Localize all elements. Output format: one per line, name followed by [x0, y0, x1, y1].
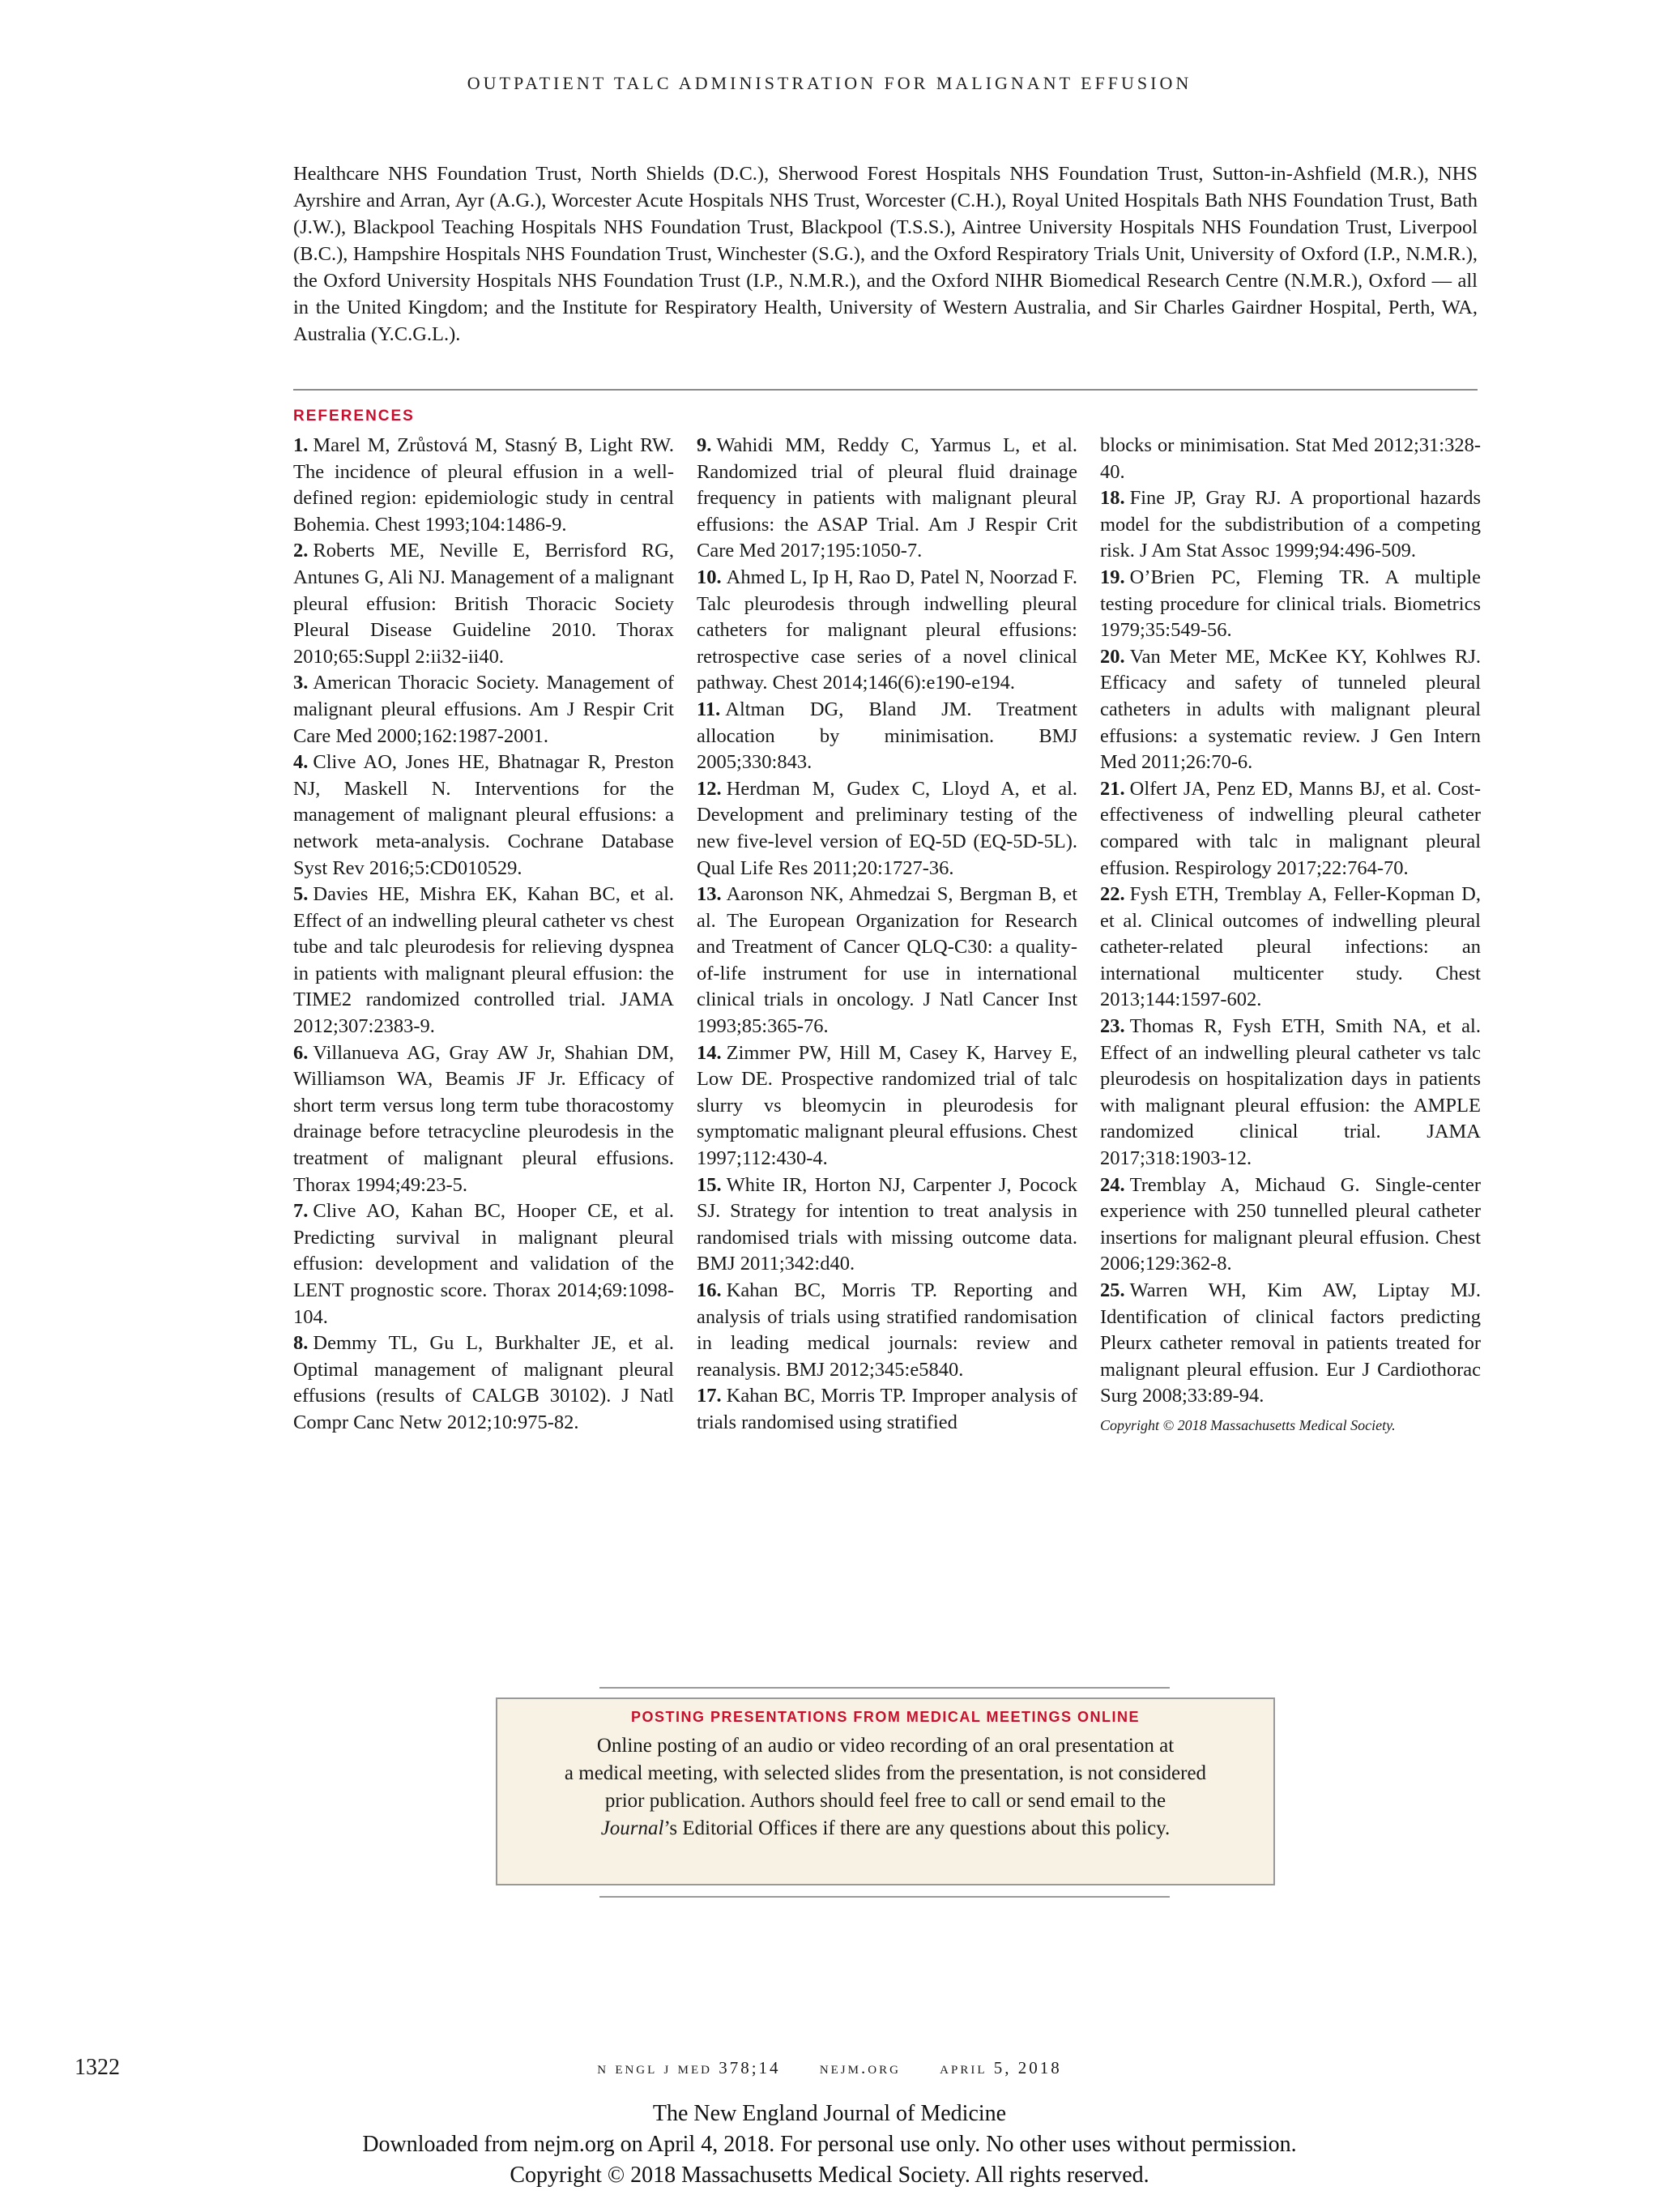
- reference-number: 6.: [293, 1041, 309, 1064]
- reference-item: [293, 1040, 674, 1199]
- footer-journal-citation: n engl j med 378;14: [597, 2058, 781, 2077]
- journal-italic: Journal: [600, 1817, 664, 1839]
- reference-text: O’Brien PC, Fleming TR. A multiple testing procedure for clinical trials. Biometrics 1979;35:549-56.: [1100, 566, 1481, 642]
- reference-text: American Thoracic Society. Management of malignant pleural effusions. Am J Respir Crit Care Med 2000;162:1987-2001.: [293, 672, 674, 747]
- references-column-3: [1100, 433, 1481, 1436]
- reference-item: [697, 882, 1077, 1040]
- reference-text: White IR, Horton NJ, Carpenter J, Pocock SJ. Strategy for intention to treat analysis in randomised trials with missing outcome data. BMJ 2011;342:d40.: [697, 1173, 1077, 1275]
- reference-text: blocks or minimisation. Stat Med 2012;31:328-40.: [1100, 434, 1481, 483]
- reference-text: Kahan BC, Morris TP. Improper analysis of trials randomised using stratified: [697, 1385, 1077, 1433]
- reference-item: [1100, 1278, 1481, 1410]
- reference-text: Ahmed L, Ip H, Rao D, Patel N, Noorzad F. Talc pleurodesis through indwelling pleural catheters for malignant pleural effusions: retrospective case series of a novel clinical pathway. Chest 2014;146(6):e190-e194.: [697, 566, 1077, 694]
- reference-item: [293, 1330, 674, 1436]
- reference-text: Van Meter ME, McKee KY, Kohlwes RJ. Efficacy and safety of tunneled pleural catheters in adults with malignant pleural effusions: a systematic review. J Gen Intern Med 2011;26:70-6.: [1100, 645, 1481, 774]
- section-divider: [293, 389, 1478, 391]
- reference-text: Tremblay A, Michaud G. Single-center experience with 250 tunnelled pleural catheter insertions for malignant pleural effusion. Chest 2006;129:362-8.: [1100, 1173, 1481, 1275]
- reference-item: [697, 1040, 1077, 1172]
- reference-item: [293, 538, 674, 670]
- reference-text: Davies HE, Mishra EK, Kahan BC, et al. Effect of an indwelling pleural catheter vs chest tube and talc pleurodesis for relieving dyspnea in patients with malignant pleural effusion: the TIME2 randomized controlled trial. JAMA 2012;307:2383-9.: [293, 883, 674, 1038]
- affiliations-block: [293, 160, 1478, 348]
- reference-item: [1100, 776, 1481, 882]
- reference-number: 3.: [293, 672, 309, 694]
- reference-number: 21.: [1100, 777, 1125, 800]
- reference-number: 16.: [697, 1279, 722, 1301]
- download-permission: Downloaded from nejm.org on April 4, 2018. For personal use only. No other uses without permission.: [362, 2132, 1297, 2157]
- reference-item: [697, 1383, 1077, 1436]
- reference-text: Herdman M, Gudex C, Lloyd A, et al. Development and preliminary testing of the new five-level version of EQ-5D (EQ-5D-5L). Qual Life Res 2011;20:1727-36.: [697, 777, 1077, 879]
- reference-item: [293, 1198, 674, 1330]
- reference-item: [293, 882, 674, 1040]
- article-copyright: Copyright © 2018 Massachusetts Medical Society.: [1100, 1416, 1396, 1433]
- reference-number: 8.: [293, 1332, 309, 1355]
- reference-text: Wahidi MM, Reddy C, Yarmus L, et al. Randomized trial of pleural fluid drainage frequency in patients with malignant pleural effusions: the ASAP Trial. Am J Respir Crit Care Med 2017;195:1050-7.: [697, 434, 1077, 562]
- reference-text: Clive AO, Jones HE, Bhatnagar R, Preston NJ, Maskell N. Interventions for the management of malignant pleural effusions: a network meta-analysis. Cochrane Database Syst Rev 2016;5:CD010529.: [293, 751, 674, 879]
- reference-number: 4.: [293, 751, 309, 774]
- reference-number: 14.: [697, 1041, 722, 1064]
- reference-text: Warren WH, Kim AW, Liptay MJ. Identification of clinical factors predicting Pleurx catheter removal in patients treated for malignant pleural effusion. Eur J Cardiothorac Surg 2008;33:89-94.: [1100, 1279, 1481, 1407]
- footer-site: nejm.org: [819, 2058, 901, 2077]
- footer-journal-line: [0, 2058, 1659, 2078]
- reference-number: 11.: [697, 698, 721, 720]
- reference-text: Olfert JA, Penz ED, Manns BJ, et al. Cost-effectiveness of indwelling pleural catheter compared with talc in malignant pleural effusion. Respirology 2017;22:764-70.: [1100, 777, 1481, 879]
- reference-number: 12.: [697, 777, 722, 800]
- reference-text: Fine JP, Gray RJ. A proportional hazards model for the subdistribution of a competing risk. J Am Stat Assoc 1999;94:496-509.: [1100, 487, 1481, 562]
- notice-line: prior publication. Authors should feel free to call or send email to the: [604, 1790, 1166, 1812]
- affiliations-text: Healthcare NHS Foundation Trust, North Shields (D.C.), Sherwood Forest Hospitals NHS Foundation Trust, Sutton-in-Ashfield (M.R.), NHS Ayrshire and Arran, Ayr (A.G.), Worcester Acute Hospitals NHS Trust, Worcester (C.H.), Royal United Hospitals Bath NHS Foundation Trust, Bath (J.W.), Blackpool Teaching Hospitals NHS Foundation Trust, Blackpool (T.S.S.), Aintree University Hospitals NHS Foundation Trust, Liverpool (B.C.), Hampshire Hospitals NHS Foundation Trust, Winchester (S.G.), and the Oxford Respiratory Trials Unit, University of Oxford (I.P., N.M.R.), the Oxford University Hospitals NHS Foundation Trust (I.P., N.M.R.), and the Oxford NIHR Biomedical Research Centre (N.M.R.), Oxford — all in the United Kingdom; and the Institute for Respiratory Health, University of Western Australia, and Sir Charles Gairdner Hospital, Perth, WA, Australia (Y.C.G.L.).: [293, 163, 1478, 345]
- reference-item: [1100, 433, 1481, 485]
- reference-number: 17.: [697, 1385, 722, 1407]
- notice-line: [497, 1815, 1273, 1843]
- reference-number: 24.: [1100, 1173, 1125, 1196]
- reference-number: 9.: [697, 434, 712, 456]
- reference-text: Aaronson NK, Ahmedzai S, Bergman B, et al. The European Organization for Research and Treatment of Cancer QLQ-C30: a quality-of-life instrument for use in international clinical trials in oncology. J Natl Cancer Inst 1993;85:365-76.: [697, 883, 1077, 1038]
- reference-number: 2.: [293, 540, 309, 562]
- download-notice: [0, 2099, 1659, 2191]
- reference-number: 25.: [1100, 1279, 1125, 1301]
- reference-number: 1.: [293, 434, 309, 456]
- reference-item: [293, 670, 674, 749]
- reference-text: Roberts ME, Neville E, Berrisford RG, Antunes G, Ali NJ. Management of a malignant pleural effusion: British Thoracic Society Pleural Disease Guideline 2010. Thorax 2010;65:Suppl 2:ii32-ii40.: [293, 540, 674, 668]
- reference-item: [1100, 882, 1481, 1014]
- reference-number: 18.: [1100, 487, 1125, 510]
- download-copyright: Copyright © 2018 Massachusetts Medical Society. All rights reserved.: [510, 2163, 1149, 2188]
- page-number: 1322: [75, 2055, 120, 2080]
- reference-text: Zimmer PW, Hill M, Casey K, Harvey E, Low DE. Prospective randomized trial of talc slurry vs bleomycin in pleurodesis for symptomatic malignant pleural effusions. Chest 1997;112:430-4.: [697, 1041, 1077, 1170]
- reference-item: [697, 565, 1077, 697]
- reference-item: [697, 776, 1077, 882]
- reference-item: [697, 1278, 1077, 1383]
- reference-text: Demmy TL, Gu L, Burkhalter JE, et al. Optimal management of malignant pleural effusions (results of CALGB 30102). J Natl Compr Canc Netw 2012;10:975-82.: [293, 1332, 674, 1433]
- reference-item: [293, 433, 674, 538]
- reference-item: [1100, 1172, 1481, 1278]
- download-journal-name: The New England Journal of Medicine: [652, 2101, 1007, 2126]
- reference-text: Altman DG, Bland JM. Treatment allocation by minimisation. BMJ 2005;330:843.: [697, 698, 1077, 774]
- running-head: OUTPATIENT TALC ADMINISTRATION FOR MALIGNANT EFFUSION: [467, 73, 1192, 93]
- reference-text: Clive AO, Kahan BC, Hooper CE, et al. Predicting survival in malignant pleural effusion: development and validation of the LENT prognostic score. Thorax 2014;69:1098-104.: [293, 1200, 674, 1328]
- reference-item: [697, 433, 1077, 565]
- reference-item: [293, 749, 674, 882]
- reference-number: 19.: [1100, 566, 1125, 588]
- reference-text: Thomas R, Fysh ETH, Smith NA, et al. Effect of an indwelling pleural catheter vs talc pleurodesis on hospitalization days in patients with malignant pleural effusion: the AMPLE randomized clinical trial. JAMA 2017;318:1903-12.: [1100, 1015, 1481, 1170]
- notice-line-rest: ’s Editorial Offices if there are any questions about this policy.: [663, 1817, 1171, 1839]
- notice-line: Online posting of an audio or video recording of an oral presentation at: [596, 1735, 1175, 1757]
- reference-item: [1100, 565, 1481, 644]
- notice-box: [496, 1697, 1275, 1885]
- reference-number: 22.: [1100, 883, 1125, 906]
- notice-title: POSTING PRESENTATIONS FROM MEDICAL MEETINGS ONLINE: [630, 1709, 1141, 1725]
- reference-number: 13.: [697, 883, 722, 906]
- reference-item: [1100, 644, 1481, 776]
- reference-item: [1100, 1014, 1481, 1172]
- reference-text: Fysh ETH, Tremblay A, Feller-Kopman D, et al. Clinical outcomes of indwelling pleural catheter-related pleural infections: an international multicenter study. Chest 2013;144:1597-602.: [1100, 883, 1481, 1011]
- reference-text: Kahan BC, Morris TP. Reporting and analysis of trials using stratified randomisation in leading medical journals: review and reanalysis. BMJ 2012;345:e5840.: [697, 1279, 1077, 1381]
- reference-text: Marel M, Zrůstová M, Stasný B, Light RW. The incidence of pleural effusion in a well-defined region: epidemiologic study in central Bohemia. Chest 1993;104:1486-9.: [293, 434, 674, 536]
- reference-number: 10.: [697, 566, 722, 588]
- reference-item: [697, 697, 1077, 776]
- reference-item: [1100, 485, 1481, 565]
- notice-line: a medical meeting, with selected slides from the presentation, is not considered: [564, 1762, 1207, 1784]
- references-column-2: [697, 433, 1077, 1437]
- reference-number: 5.: [293, 883, 309, 906]
- references-heading: REFERENCES: [293, 408, 415, 425]
- reference-number: 23.: [1100, 1015, 1125, 1038]
- reference-number: 20.: [1100, 645, 1125, 668]
- reference-text: Villanueva AG, Gray AW Jr, Shahian DM, Williamson WA, Beamis JF Jr. Efficacy of short term versus long term tube thoracostomy drainage before tetracycline pleurodesis in the treatment of malignant pleural effusions. Thorax 1994;49:23-5.: [293, 1041, 674, 1196]
- footer-date: april 5, 2018: [940, 2058, 1062, 2077]
- references-column-1: [293, 433, 674, 1437]
- reference-number: 15.: [697, 1173, 722, 1196]
- reference-item: [697, 1172, 1077, 1278]
- reference-number: 7.: [293, 1200, 309, 1223]
